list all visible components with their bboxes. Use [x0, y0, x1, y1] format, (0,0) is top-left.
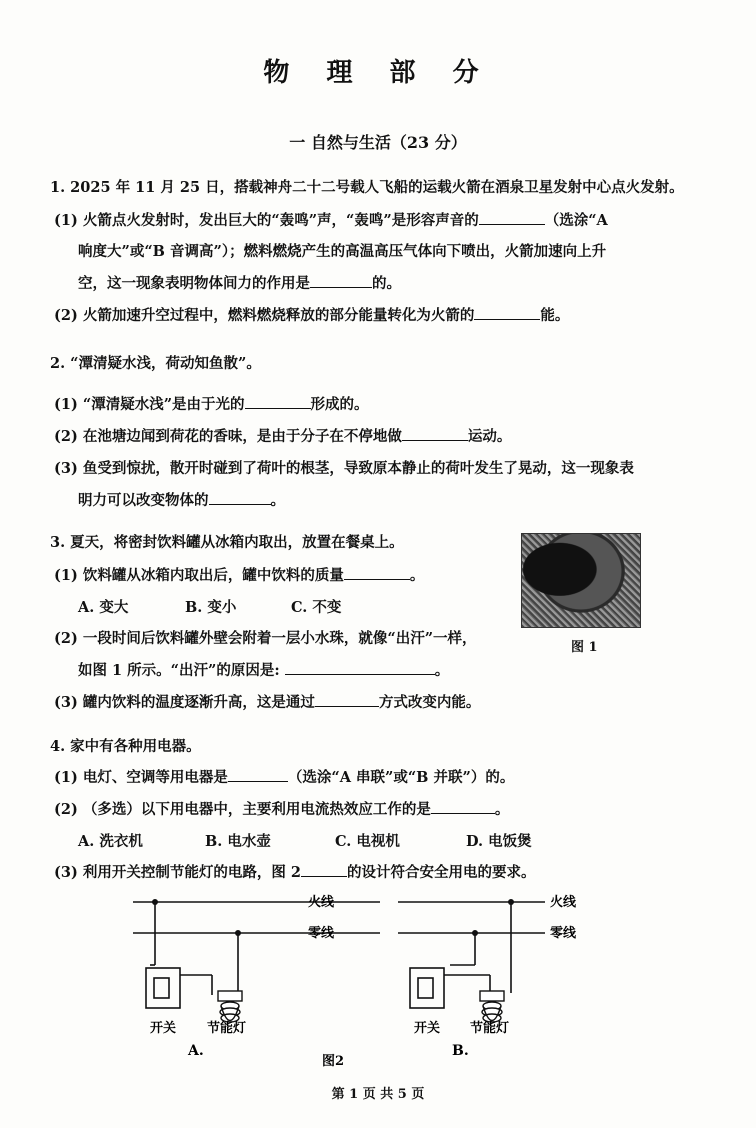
q2-p1-text: (1) “潭清疑水浅”是由于光的: [54, 396, 245, 413]
question-4-option-d[interactable]: D. 电饭煲: [466, 833, 532, 850]
circuit-b-neutral-label: 零线: [550, 926, 577, 941]
q2-p1-text-2: 形成的。: [310, 396, 369, 413]
q3-p3-text: (3) 罐内饮料的温度逐渐升高，这是通过: [54, 694, 315, 711]
question-3-option-c[interactable]: C. 不变: [291, 599, 342, 616]
figure-1-caption: 图 1: [571, 640, 598, 655]
circuit-a-switch-label: 开关: [150, 1021, 177, 1036]
circuit-a-neutral-label: 零线: [308, 926, 335, 941]
question-3-stem: 3. 夏天，将密封饮料罐从冰箱内取出，放置在餐桌上。: [50, 534, 404, 551]
q2-p3-text: 明力可以改变物体的: [78, 492, 209, 509]
q4-p2-text-2: 。: [494, 801, 510, 818]
q1-p1-text-4: 的。: [372, 275, 401, 292]
answer-blank[interactable]: [474, 305, 540, 320]
q3-p1-text: (1) 饮料罐从冰箱内取出后，罐中饮料的质量: [54, 567, 344, 584]
question-3-option-b[interactable]: B. 变小: [185, 599, 237, 616]
answer-blank[interactable]: [209, 490, 271, 505]
circuit-b-lamp-base: [480, 991, 504, 1001]
q1-p1-text-2: （选涂“A: [544, 212, 608, 229]
question-3-option-a[interactable]: A. 变大: [78, 599, 129, 616]
question-2-part-3-line-1: (3) 鱼受到惊扰，散开时碰到了荷叶的根茎，导致原本静止的荷叶发生了晃动，这一现象表: [54, 460, 634, 477]
figure-1-can-photo: [521, 533, 641, 628]
question-4-part-3: [54, 861, 536, 882]
question-3-part-1: [54, 564, 424, 585]
q1-p1-text-3: 空，这一现象表明物体间力的作用是: [78, 275, 310, 292]
q1-p1-text: (1) 火箭点火发射时，发出巨大的“轰鸣”声，“轰鸣”是形容声音的: [54, 212, 479, 229]
question-2-stem: 2. “潭清疑水浅，荷动知鱼散”。: [50, 355, 261, 372]
question-1-part-1-line-1: [54, 209, 608, 230]
question-4-part-2: [54, 798, 509, 819]
q3-p1-text-2: 。: [409, 567, 425, 584]
circuit-a-option-label[interactable]: A.: [188, 1043, 204, 1059]
answer-blank[interactable]: [402, 426, 468, 441]
circuit-b-option-label[interactable]: B.: [452, 1043, 469, 1059]
q4-p1-text: (1) 电灯、空调等用电器是: [54, 769, 228, 786]
figure-2-circuits: [0, 885, 756, 1075]
circuit-a-live-label: 火线: [308, 895, 335, 910]
page-title: 物 理 部 分: [263, 58, 493, 88]
q4-p3-text: (3) 利用开关控制节能灯的电路，图 2: [54, 864, 301, 881]
question-4-part-1: [54, 766, 514, 787]
answer-blank[interactable]: [431, 799, 495, 814]
answer-blank[interactable]: [285, 660, 435, 675]
circuit-b-switch-label: 开关: [414, 1021, 441, 1036]
circuit-b-lamp-label: 节能灯: [470, 1021, 510, 1036]
circuit-a-lamp-base: [218, 991, 242, 1001]
question-1-part-1-line-2: 响度大”或“B 音调高”）；燃料燃烧产生的高温高压气体向下喷出，火箭加速向上升: [78, 243, 607, 260]
question-3-part-2-line-2: [78, 659, 449, 680]
circuit-a-lamp-label: 节能灯: [207, 1021, 247, 1036]
answer-blank[interactable]: [315, 692, 379, 707]
question-4-option-b[interactable]: B. 电水壶: [205, 833, 271, 850]
answer-blank[interactable]: [228, 767, 288, 782]
q3-p3-text-2: 方式改变内能。: [378, 694, 481, 711]
q1-p2-text: (2) 火箭加速升空过程中，燃料燃烧释放的部分能量转化为火箭的: [54, 307, 475, 324]
answer-blank[interactable]: [479, 210, 545, 225]
question-1-part-2: [54, 304, 569, 325]
question-3-part-2-line-1: (2) 一段时间后饮料罐外壁会附着一层小水珠，就像“出汗”一样，: [54, 630, 477, 647]
question-2-part-2: [54, 425, 511, 446]
question-3-part-3: [54, 691, 480, 712]
circuit-b-live-label: 火线: [550, 895, 577, 910]
section-heading: 一 自然与生活（23 分）: [289, 133, 467, 152]
question-4-option-a[interactable]: A. 洗衣机: [78, 833, 143, 850]
question-1-stem: 1. 2025 年 11 月 25 日，搭载神舟二十二号载人飞船的运载火箭在酒泉卫星发射中心点火发射。: [50, 179, 684, 196]
q4-p1-text-2: （选涂“A 串联”或“B 并联”）的。: [287, 769, 515, 786]
answer-blank[interactable]: [301, 862, 347, 877]
question-2-part-1: [54, 393, 369, 414]
q2-p2-text: (2) 在池塘边闻到荷花的香味，是由于分子在不停地做: [54, 428, 402, 445]
q2-p2-text-2: 运动。: [467, 428, 512, 445]
q3-p2-text-2: 。: [434, 662, 450, 679]
answer-blank[interactable]: [344, 565, 410, 580]
q3-p2-text: 如图 1 所示。“出汗”的原因是:: [78, 662, 280, 679]
figure-2-caption: 图2: [322, 1054, 345, 1069]
question-1-part-1-line-3: [78, 272, 401, 293]
answer-blank[interactable]: [310, 273, 372, 288]
q4-p2-text: (2) （多选）以下用电器中，主要利用电流热效应工作的是: [54, 801, 431, 818]
question-4-stem: 4. 家中有各种用电器。: [50, 738, 201, 755]
circuit-a-switch-box: [146, 968, 180, 1008]
circuit-b-switch-box: [410, 968, 444, 1008]
q4-p3-text-2: 的设计符合安全用电的要求。: [347, 864, 536, 881]
question-4-option-c[interactable]: C. 电视机: [335, 833, 400, 850]
q1-p2-text-2: 能。: [540, 307, 570, 324]
question-2-part-3-line-2: [78, 489, 285, 510]
q2-p3-text-2: 。: [270, 492, 285, 509]
answer-blank[interactable]: [245, 394, 311, 409]
page-footer: 第 1 页 共 5 页: [331, 1087, 425, 1102]
